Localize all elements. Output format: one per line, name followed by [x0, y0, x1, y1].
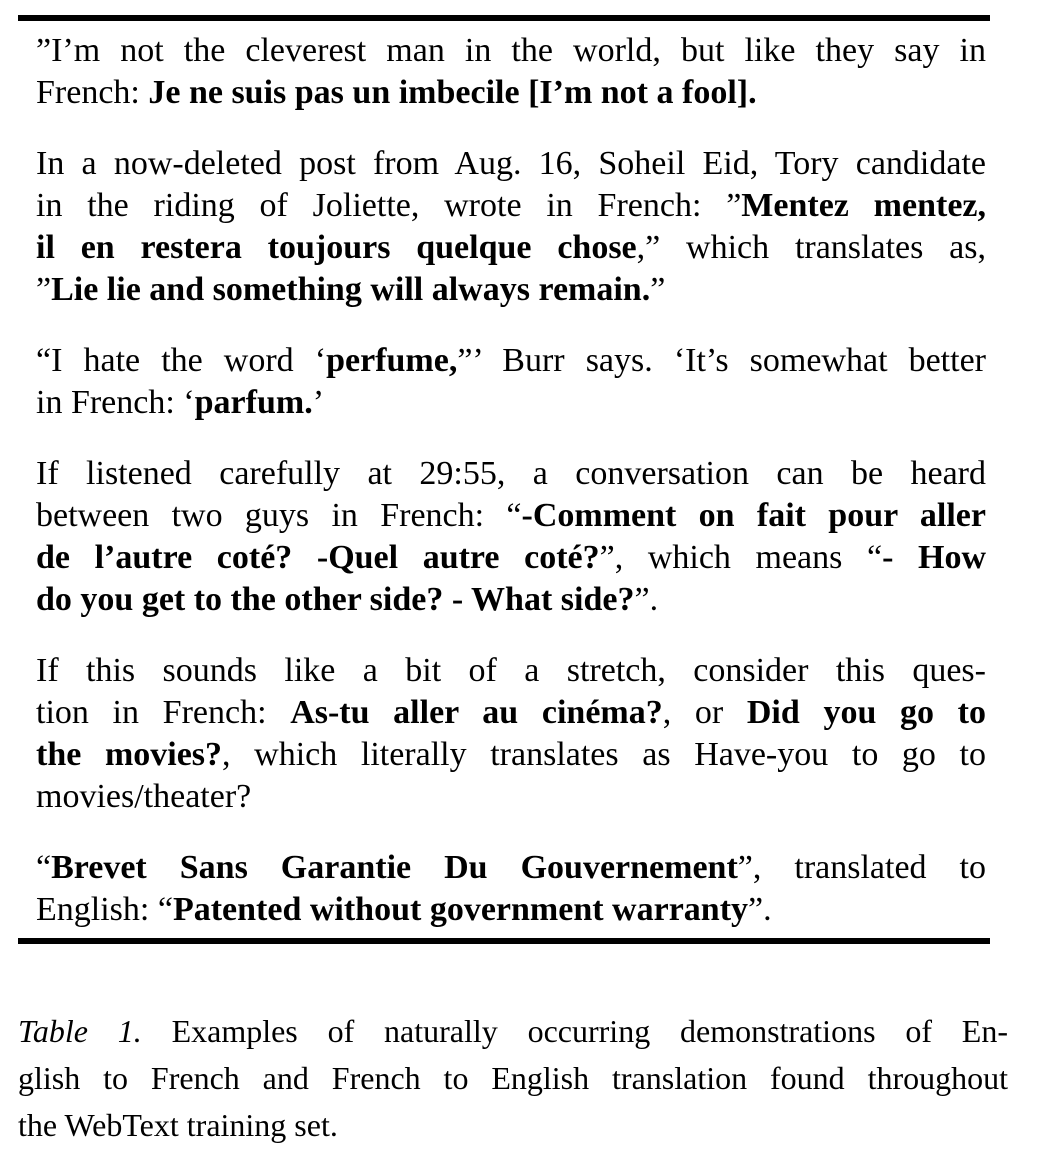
table-text-line — [36, 382, 986, 424]
caption-text-line — [18, 1102, 1008, 1149]
table-text-line — [36, 776, 986, 818]
text-segment: In a now-deleted post from Aug. 16, Soheil Eid, Tory candidate — [36, 145, 986, 182]
text-segment: ” — [650, 271, 666, 308]
table-text-line — [36, 847, 986, 889]
table-paragraph — [36, 453, 986, 621]
table-text-line — [36, 185, 986, 227]
bold-text-segment: Brevet Sans Garantie Du Gouvernement — [51, 849, 738, 886]
text-segment: If this sounds like a bit of a stretch, consider this ques- — [36, 652, 986, 689]
table-paragraph — [36, 847, 986, 931]
text-segment: ”. — [634, 581, 659, 618]
bold-text-segment: - How — [882, 539, 987, 576]
table-top-rule — [18, 15, 990, 21]
table-text-line — [36, 537, 986, 579]
text-segment: ,” which translates as, — [636, 229, 986, 266]
text-segment: French: — [36, 74, 149, 111]
text-segment: ”. — [748, 891, 772, 928]
table-text-line — [36, 692, 986, 734]
table-text-line — [36, 495, 986, 537]
text-segment: the WebText training set. — [18, 1107, 338, 1143]
text-segment: , or — [662, 694, 747, 731]
text-segment: , which literally translates as Have-you to go to — [222, 736, 987, 773]
table-text-line — [36, 72, 986, 114]
bold-text-segment: the movies? — [36, 736, 223, 773]
table-1-caption — [18, 1008, 1008, 1149]
bold-text-segment: il en restera toujours quelque chose — [36, 229, 637, 266]
caption-text-line — [18, 1008, 1008, 1055]
table-text-line — [36, 269, 986, 311]
table-text-line — [36, 340, 986, 382]
text-segment: ’ — [312, 384, 325, 421]
table-bottom-rule — [18, 938, 990, 944]
table-text-line — [36, 227, 986, 269]
bold-text-segment: Je ne suis pas un imbecile [I’m not a fool]. — [148, 74, 757, 111]
table-text-line — [36, 30, 986, 72]
table-text-line — [36, 143, 986, 185]
text-segment: Examples of naturally occurring demonstrations of En- — [141, 1013, 1009, 1049]
text-segment: English: “ — [36, 891, 173, 928]
italic-text-segment: Table 1. — [18, 1013, 142, 1049]
text-segment: tion in French: — [36, 694, 291, 731]
bold-text-segment: de l’autre coté? -Quel autre coté? — [36, 539, 600, 576]
bold-text-segment: Mentez mentez, — [741, 187, 987, 224]
caption-text-line — [18, 1055, 1008, 1102]
text-segment: in the riding of Joliette, wrote in French: ” — [36, 187, 742, 224]
table-text-line — [36, 453, 986, 495]
bold-text-segment: do you get to the other side? - What side? — [36, 581, 635, 618]
table-text-line — [36, 579, 986, 621]
text-segment: If listened carefully at 29:55, a conversation can be heard — [36, 455, 986, 492]
table-paragraph — [36, 650, 986, 818]
text-segment: “I hate the word ‘ — [36, 342, 327, 379]
bold-text-segment: Lie lie and something will always remain. — [51, 271, 651, 308]
text-segment: between two guys in French: “ — [36, 497, 522, 534]
text-segment: in French: ‘ — [36, 384, 195, 421]
table-1-body — [36, 30, 986, 931]
bold-text-segment: parfum. — [194, 384, 313, 421]
bold-text-segment: perfume, — [326, 342, 458, 379]
bold-text-segment: Did you go to — [746, 694, 986, 731]
text-segment: ”’ Burr says. ‘It’s somewhat better — [457, 342, 986, 379]
text-segment: movies/theater? — [36, 778, 252, 815]
text-segment: ”, which means “ — [599, 539, 883, 576]
table-paragraph — [36, 30, 986, 114]
bold-text-segment: As-tu aller au cinéma? — [290, 694, 663, 731]
bold-text-segment: Patented without government warranty — [172, 891, 749, 928]
table-text-line — [36, 889, 986, 931]
text-segment: ”I’m not the cleverest man in the world, but like they say in — [36, 32, 986, 69]
table-paragraph — [36, 340, 986, 424]
bold-text-segment: -Comment on fait pour aller — [521, 497, 986, 534]
text-segment: ”, translated to — [737, 849, 986, 886]
table-paragraph — [36, 143, 986, 311]
text-segment: glish to French and French to English translation found throughout — [18, 1060, 1008, 1096]
text-segment: ” — [36, 271, 52, 308]
table-text-line — [36, 650, 986, 692]
text-segment: “ — [36, 849, 52, 886]
table-text-line — [36, 734, 986, 776]
